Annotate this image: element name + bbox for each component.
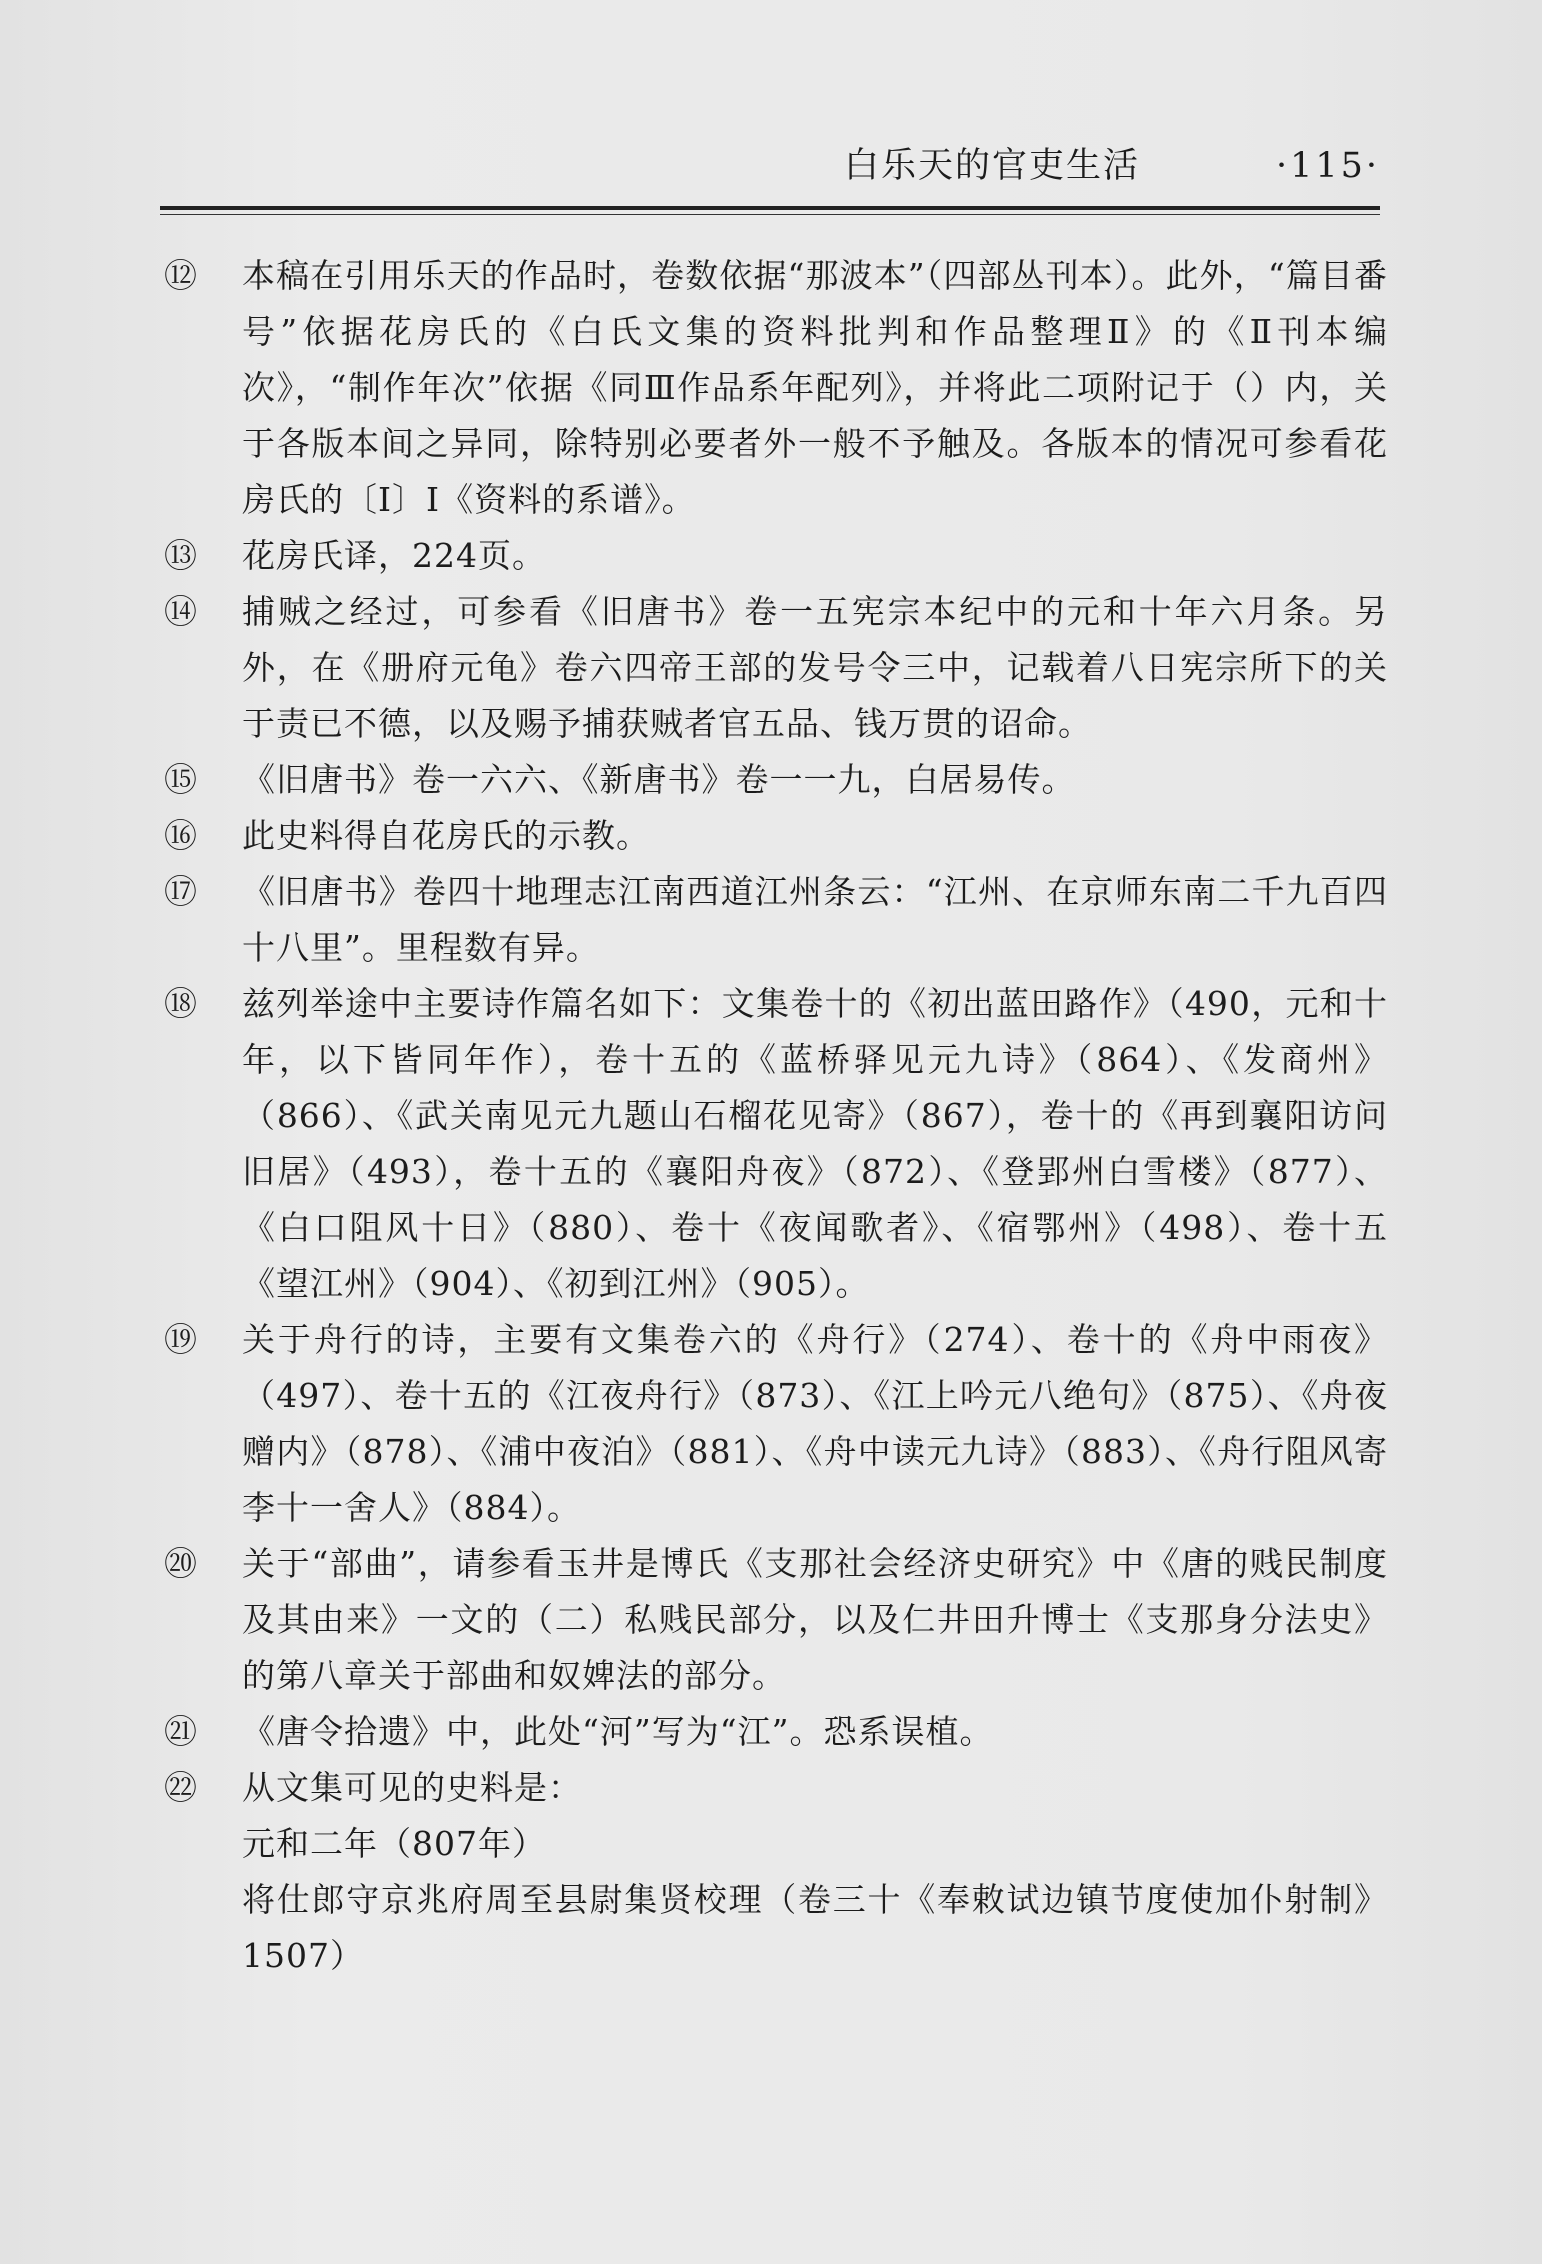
footnote-18 bbox=[160, 976, 1388, 1312]
footnote-text: 本稿在引用乐天的作品时，卷数依据“那波本”（四部丛刊本）。此外，“篇目番号”依据花房氏的《白氏文集的资料批判和作品整理Ⅱ》的《Ⅱ刊本编次》，“制作年次”依据《同Ⅲ作品系年配列》，并将此二项附记于（）内，关于各版本间之异同，除特别必要者外一般不予触及。各版本的情况可参看花房氏的〔Ⅰ〕Ⅰ《资料的系谱》。 bbox=[242, 256, 1388, 519]
footnote-marker: ⑮ bbox=[164, 760, 198, 799]
footnote-text: 《旧唐书》卷四十地理志江南西道江州条云：“江州、在京师东南二千九百四十八里”。里程数有异。 bbox=[242, 872, 1388, 967]
footnote-text: 关于舟行的诗，主要有文集卷六的《舟行》（274）、卷十的《舟中雨夜》（497）、卷十五的《江夜舟行》（873）、《江上吟元八绝句》（875）、《舟夜赠内》（878）、《浦中夜泊》（881）、《舟中读元九诗》（883）、《舟行阻风寄李十一舍人》（884）。 bbox=[242, 1320, 1388, 1527]
footnote-text: 关于“部曲”，请参看玉井是博氏《支那社会经济史研究》中《唐的贱民制度及其由来》一文的（二）私贱民部分，以及仁井田升博士《支那身分法史》的第八章关于部曲和奴婢法的部分。 bbox=[242, 1544, 1388, 1695]
footnote-20 bbox=[160, 1536, 1388, 1704]
footnote-22 bbox=[160, 1760, 1388, 1984]
footnote-text: 《唐令拾遗》中，此处“河”写为“江”。恐系误植。 bbox=[242, 1712, 994, 1751]
footnote-marker: ⑯ bbox=[164, 816, 198, 855]
page-header bbox=[160, 138, 1380, 194]
footnote-marker: ⑭ bbox=[164, 592, 198, 631]
footnote-marker: ⑬ bbox=[164, 536, 198, 575]
footnote-15 bbox=[160, 752, 1388, 808]
footnote-17 bbox=[160, 864, 1388, 976]
header-rule-thin bbox=[160, 214, 1380, 215]
footnote-text: 此史料得自花房氏的示教。 bbox=[242, 816, 650, 855]
running-title: 白乐天的官吏生活 bbox=[843, 146, 1140, 186]
footnote-marker: ⑫ bbox=[164, 256, 198, 295]
footnote-marker: ⑲ bbox=[164, 1320, 198, 1359]
footnote-text: 兹列举途中主要诗作篇名如下：文集卷十的《初出蓝田路作》（490，元和十年，以下皆同年作），卷十五的《蓝桥驿见元九诗》（864）、《发商州》（866）、《武关南见元九题山石榴花见寄》（867），卷十的《再到襄阳访问旧居》（493），卷十五的《襄阳舟夜》（872）、《登郢州白雪楼》（877）、《白口阻风十日》（880）、卷十《夜闻歌者》、《宿鄂州》（498）、卷十五《望江州》（904）、《初到江州》（905）。 bbox=[242, 984, 1388, 1303]
footnote-marker: ⑱ bbox=[164, 984, 198, 1023]
footnote-text: 花房氏译，224页。 bbox=[242, 536, 546, 575]
footnote-list bbox=[160, 248, 1388, 1984]
footnote-16 bbox=[160, 808, 1388, 864]
footnote-13 bbox=[160, 528, 1388, 584]
page-number: ·115· bbox=[1275, 146, 1380, 186]
footnote-14 bbox=[160, 584, 1388, 752]
footnote-marker: ㉑ bbox=[164, 1712, 198, 1751]
footnote-19 bbox=[160, 1312, 1388, 1536]
footnote-21 bbox=[160, 1704, 1388, 1760]
footnote-12 bbox=[160, 248, 1388, 528]
footnote-text: 捕贼之经过，可参看《旧唐书》卷一五宪宗本纪中的元和十年六月条。另外，在《册府元龟》卷六四帝王部的发号令三中，记载着八日宪宗所下的关于责已不德，以及赐予捕获贼者官五品、钱万贯的诏命。 bbox=[242, 592, 1388, 743]
footnote-text: 从文集可见的史料是： bbox=[242, 1768, 582, 1807]
footnote-marker: ㉒ bbox=[164, 1768, 198, 1807]
footnote-sub-line: 将仕郎守京兆府周至县尉集贤校理（卷三十《奉敕试边镇节度使加仆射制》1507） bbox=[242, 1880, 1388, 1975]
footnote-sub-line: 元和二年（807年） bbox=[242, 1824, 546, 1863]
footnote-marker: ⑳ bbox=[164, 1544, 198, 1583]
header-rule-thick bbox=[160, 206, 1380, 210]
footnote-marker: ⑰ bbox=[164, 872, 198, 911]
footnote-text: 《旧唐书》卷一六六、《新唐书》卷一一九，白居易传。 bbox=[242, 760, 1076, 799]
